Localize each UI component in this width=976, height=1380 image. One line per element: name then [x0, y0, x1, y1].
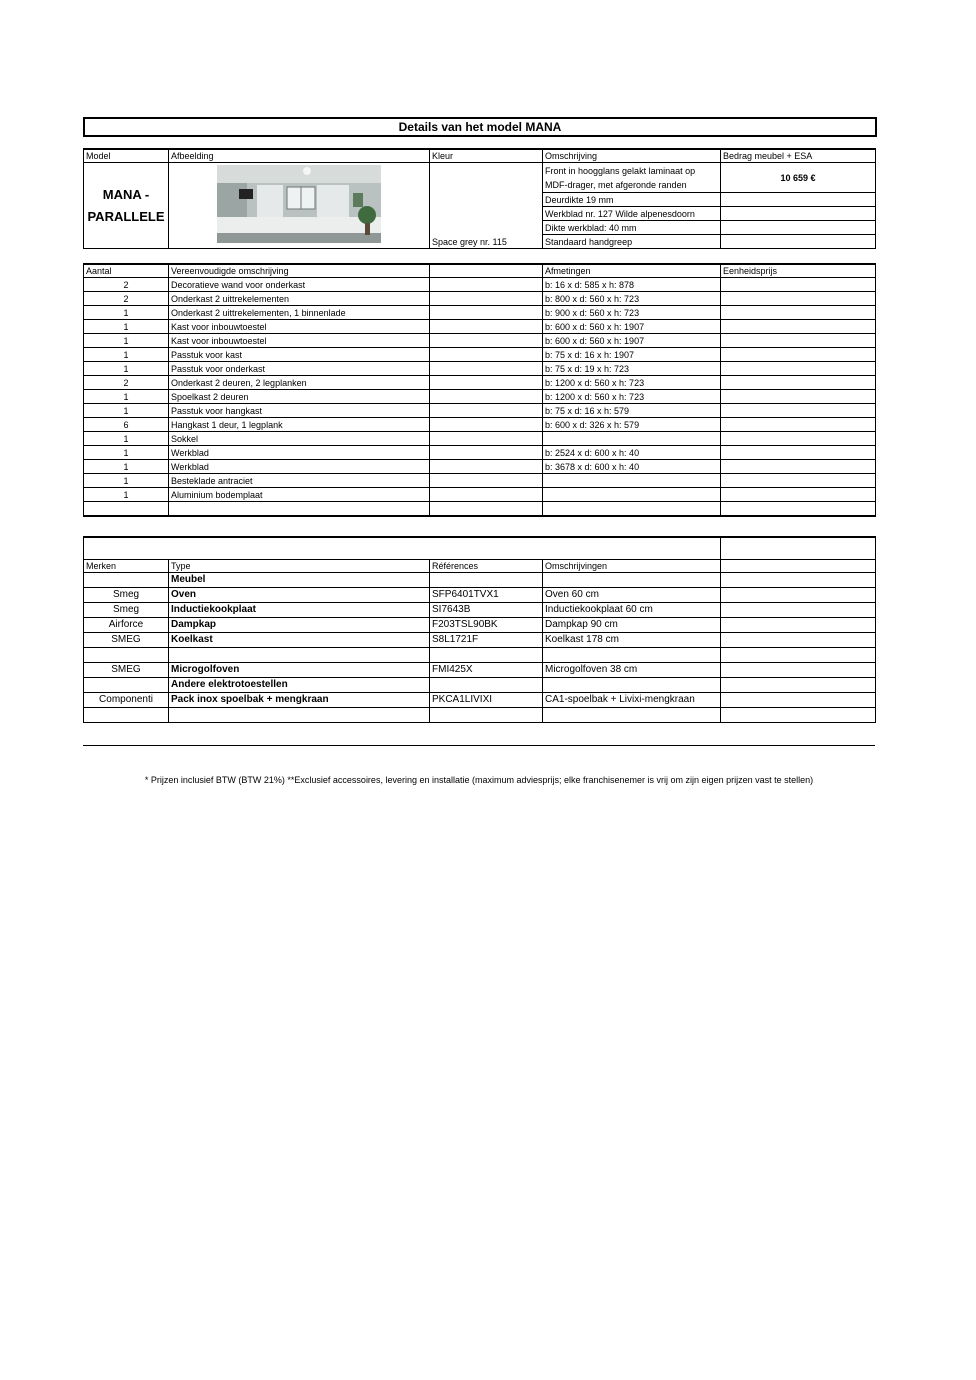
- item-unit-price: [721, 334, 876, 348]
- brand-empty: [721, 632, 876, 647]
- item-dimensions: b: 800 x d: 560 x h: 723: [543, 292, 721, 306]
- item-qty: 1: [84, 488, 169, 502]
- item-qty: 6: [84, 418, 169, 432]
- brand-type: Oven: [169, 587, 430, 602]
- brand-name: [84, 647, 169, 662]
- header-brand: Merken: [84, 559, 169, 572]
- item-empty: [430, 292, 543, 306]
- brand-type: Meubel: [169, 572, 430, 587]
- table-row: [84, 632, 876, 647]
- brand-type: [169, 647, 430, 662]
- table-row: [84, 376, 876, 390]
- header-color: Kleur: [430, 149, 543, 163]
- table-row: [84, 572, 876, 587]
- item-dimensions: b: 1200 x d: 560 x h: 723: [543, 376, 721, 390]
- brand-description: [543, 677, 721, 692]
- color-value: Space grey nr. 115: [432, 237, 507, 247]
- item-unit-price: [721, 502, 876, 517]
- item-empty: [430, 502, 543, 517]
- description-4: Dikte werkblad: 40 mm: [543, 221, 721, 235]
- brand-name: [84, 677, 169, 692]
- item-dimensions: [543, 502, 721, 517]
- header-empty: [430, 264, 543, 278]
- header-model: Model: [84, 149, 169, 163]
- brand-name: Componenti: [84, 692, 169, 707]
- price-empty-5: [721, 235, 876, 249]
- brand-type: Pack inox spoelbak + mengkraan: [169, 692, 430, 707]
- table-row: [84, 292, 876, 306]
- item-qty: 1: [84, 474, 169, 488]
- header-type: Type: [169, 559, 430, 572]
- brand-description: CA1-spoelbak + Livixi-mengkraan: [543, 692, 721, 707]
- item-qty: 1: [84, 446, 169, 460]
- item-description: Passtuk voor hangkast: [169, 404, 430, 418]
- item-dimensions: b: 75 x d: 16 x h: 1907: [543, 348, 721, 362]
- brand-description: Inductiekookplaat 60 cm: [543, 602, 721, 617]
- description-5: Standaard handgreep: [543, 235, 721, 249]
- header-qty: Aantal: [84, 264, 169, 278]
- item-qty: 2: [84, 292, 169, 306]
- brand-empty: [721, 647, 876, 662]
- kitchen-image: [169, 163, 430, 249]
- table-row: [84, 474, 876, 488]
- model-table: [83, 148, 876, 249]
- item-dimensions: [543, 488, 721, 502]
- item-description: Werkblad: [169, 460, 430, 474]
- price-empty-2: [721, 193, 876, 207]
- table-row: [84, 418, 876, 432]
- brand-empty: [721, 662, 876, 677]
- item-unit-price: [721, 446, 876, 460]
- item-empty: [430, 362, 543, 376]
- brand-type: [169, 707, 430, 722]
- items-table-section: [83, 263, 875, 517]
- brand-reference: [430, 707, 543, 722]
- item-empty: [430, 348, 543, 362]
- item-dimensions: b: 600 x d: 326 x h: 579: [543, 418, 721, 432]
- item-dimensions: b: 75 x d: 16 x h: 579: [543, 404, 721, 418]
- brands-table-section: [83, 536, 875, 723]
- table-row: [84, 334, 876, 348]
- item-empty: [430, 460, 543, 474]
- item-dimensions: b: 16 x d: 585 x h: 878: [543, 278, 721, 292]
- item-empty: [430, 446, 543, 460]
- model-table-section: [83, 148, 875, 249]
- item-unit-price: [721, 362, 876, 376]
- brand-type: Andere elektrotoestellen: [169, 677, 430, 692]
- table-row: [84, 278, 876, 292]
- brands-spacer-right: [721, 537, 876, 559]
- item-unit-price: [721, 460, 876, 474]
- item-description: Onderkast 2 deuren, 2 legplanken: [169, 376, 430, 390]
- brand-reference: S8L1721F: [430, 632, 543, 647]
- brands-spacer: [84, 537, 721, 559]
- document-title: Details van het model MANA: [83, 117, 877, 137]
- item-unit-price: [721, 418, 876, 432]
- brands-table: [83, 536, 876, 723]
- item-qty: 1: [84, 390, 169, 404]
- description-1: Front in hoogglans gelakt laminaat op MDF-drager, met afgeronde randen: [543, 163, 721, 193]
- header-brands-empty: [721, 559, 876, 572]
- items-table: [83, 263, 876, 517]
- brand-name: SMEG: [84, 632, 169, 647]
- item-qty: 1: [84, 348, 169, 362]
- item-dimensions: b: 3678 x d: 600 x h: 40: [543, 460, 721, 474]
- header-unit-price: Eenheidsprijs: [721, 264, 876, 278]
- table-row: [84, 446, 876, 460]
- item-unit-price: [721, 348, 876, 362]
- brand-empty: [721, 692, 876, 707]
- item-empty: [430, 306, 543, 320]
- item-dimensions: b: 600 x d: 560 x h: 1907: [543, 320, 721, 334]
- header-description: Omschrijving: [543, 149, 721, 163]
- item-unit-price: [721, 278, 876, 292]
- item-unit-price: [721, 390, 876, 404]
- item-unit-price: [721, 376, 876, 390]
- item-empty: [430, 376, 543, 390]
- brand-reference: [430, 677, 543, 692]
- item-description: Onderkast 2 uittrekelementen: [169, 292, 430, 306]
- item-description: Decoratieve wand voor onderkast: [169, 278, 430, 292]
- item-empty: [430, 278, 543, 292]
- item-unit-price: [721, 320, 876, 334]
- brand-empty: [721, 587, 876, 602]
- table-row: [84, 602, 876, 617]
- item-unit-price: [721, 474, 876, 488]
- item-dimensions: b: 1200 x d: 560 x h: 723: [543, 390, 721, 404]
- price-empty-4: [721, 221, 876, 235]
- item-empty: [430, 432, 543, 446]
- item-qty: 2: [84, 376, 169, 390]
- brand-empty: [721, 572, 876, 587]
- brand-description: [543, 647, 721, 662]
- brand-description: Microgolfoven 38 cm: [543, 662, 721, 677]
- table-row: [84, 677, 876, 692]
- header-simple-desc: Vereenvoudigde omschrijving: [169, 264, 430, 278]
- item-qty: 1: [84, 362, 169, 376]
- brand-type: Inductiekookplaat: [169, 602, 430, 617]
- brand-empty: [721, 617, 876, 632]
- brand-empty: [721, 677, 876, 692]
- item-qty: 1: [84, 404, 169, 418]
- description-3: Werkblad nr. 127 Wilde alpenesdoorn: [543, 207, 721, 221]
- model-name: MANA - PARALLELE: [84, 163, 169, 249]
- table-row: [84, 404, 876, 418]
- table-row: [84, 587, 876, 602]
- item-qty: 1: [84, 460, 169, 474]
- price-empty-3: [721, 207, 876, 221]
- item-dimensions: b: 75 x d: 19 x h: 723: [543, 362, 721, 376]
- brands-body: [84, 572, 876, 722]
- divider-line: [83, 745, 875, 746]
- item-unit-price: [721, 404, 876, 418]
- table-row: [84, 460, 876, 474]
- brand-name: [84, 707, 169, 722]
- item-dimensions: [543, 474, 721, 488]
- brand-type: Microgolfoven: [169, 662, 430, 677]
- brand-name: Airforce: [84, 617, 169, 632]
- item-unit-price: [721, 292, 876, 306]
- kitchen-photo-illustration: [217, 165, 381, 243]
- brand-name: [84, 572, 169, 587]
- item-empty: [430, 418, 543, 432]
- item-empty: [430, 320, 543, 334]
- item-qty: 1: [84, 306, 169, 320]
- item-dimensions: b: 600 x d: 560 x h: 1907: [543, 334, 721, 348]
- brand-empty: [721, 707, 876, 722]
- brand-description: Koelkast 178 cm: [543, 632, 721, 647]
- item-description: Besteklade antraciet: [169, 474, 430, 488]
- table-row: [84, 306, 876, 320]
- brand-description: [543, 572, 721, 587]
- item-unit-price: [721, 432, 876, 446]
- brand-reference: SI7643B: [430, 602, 543, 617]
- brand-name: Smeg: [84, 587, 169, 602]
- table-row: [84, 362, 876, 376]
- item-description: Passtuk voor kast: [169, 348, 430, 362]
- item-dimensions: b: 2524 x d: 600 x h: 40: [543, 446, 721, 460]
- brand-empty: [721, 602, 876, 617]
- brand-type: Koelkast: [169, 632, 430, 647]
- brand-name: SMEG: [84, 662, 169, 677]
- brand-reference: [430, 572, 543, 587]
- item-description: [169, 502, 430, 517]
- table-row: [84, 488, 876, 502]
- item-qty: 1: [84, 334, 169, 348]
- color-cell: [430, 163, 543, 249]
- item-description: Spoelkast 2 deuren: [169, 390, 430, 404]
- item-description: Hangkast 1 deur, 1 legplank: [169, 418, 430, 432]
- item-qty: 1: [84, 432, 169, 446]
- item-dimensions: [543, 432, 721, 446]
- footnote: * Prijzen inclusief BTW (BTW 21%) **Exclusief accessoires, levering en installatie (maximum adviesprijs; elke franchisenemer is vrij om zijn eigen prijzen vast te stellen): [144, 775, 814, 785]
- brand-name: Smeg: [84, 602, 169, 617]
- brand-reference: SFP6401TVX1: [430, 587, 543, 602]
- header-references: Références: [430, 559, 543, 572]
- table-row: [84, 348, 876, 362]
- item-qty: 1: [84, 320, 169, 334]
- items-body: [84, 278, 876, 517]
- item-qty: 2: [84, 278, 169, 292]
- brand-description: Dampkap 90 cm: [543, 617, 721, 632]
- item-dimensions: b: 900 x d: 560 x h: 723: [543, 306, 721, 320]
- brand-type: Dampkap: [169, 617, 430, 632]
- brand-reference: FMI425X: [430, 662, 543, 677]
- item-description: Onderkast 2 uittrekelementen, 1 binnenlade: [169, 306, 430, 320]
- item-description: Werkblad: [169, 446, 430, 460]
- table-row: [84, 647, 876, 662]
- item-unit-price: [721, 488, 876, 502]
- item-description: Kast voor inbouwtoestel: [169, 334, 430, 348]
- table-row: [84, 432, 876, 446]
- item-empty: [430, 488, 543, 502]
- header-dimensions: Afmetingen: [543, 264, 721, 278]
- brand-reference: PKCA1LIVIXI: [430, 692, 543, 707]
- item-empty: [430, 334, 543, 348]
- item-unit-price: [721, 306, 876, 320]
- item-description: Passtuk voor onderkast: [169, 362, 430, 376]
- header-image: Afbeelding: [169, 149, 430, 163]
- item-description: Aluminium bodemplaat: [169, 488, 430, 502]
- table-row: [84, 692, 876, 707]
- brand-reference: F203TSL90BK: [430, 617, 543, 632]
- brand-reference: [430, 647, 543, 662]
- brand-description: [543, 707, 721, 722]
- brand-description: Oven 60 cm: [543, 587, 721, 602]
- table-row: [84, 390, 876, 404]
- header-price: Bedrag meubel + ESA: [721, 149, 876, 163]
- item-empty: [430, 474, 543, 488]
- item-empty: [430, 390, 543, 404]
- table-row: [84, 320, 876, 334]
- table-row: [84, 662, 876, 677]
- item-description: Kast voor inbouwtoestel: [169, 320, 430, 334]
- table-row: [84, 617, 876, 632]
- header-descriptions: Omschrijvingen: [543, 559, 721, 572]
- description-2: Deurdikte 19 mm: [543, 193, 721, 207]
- table-row: [84, 707, 876, 722]
- item-qty: [84, 502, 169, 517]
- table-row: [84, 502, 876, 517]
- item-empty: [430, 404, 543, 418]
- price-value: 10 659 €: [721, 163, 876, 193]
- item-description: Sokkel: [169, 432, 430, 446]
